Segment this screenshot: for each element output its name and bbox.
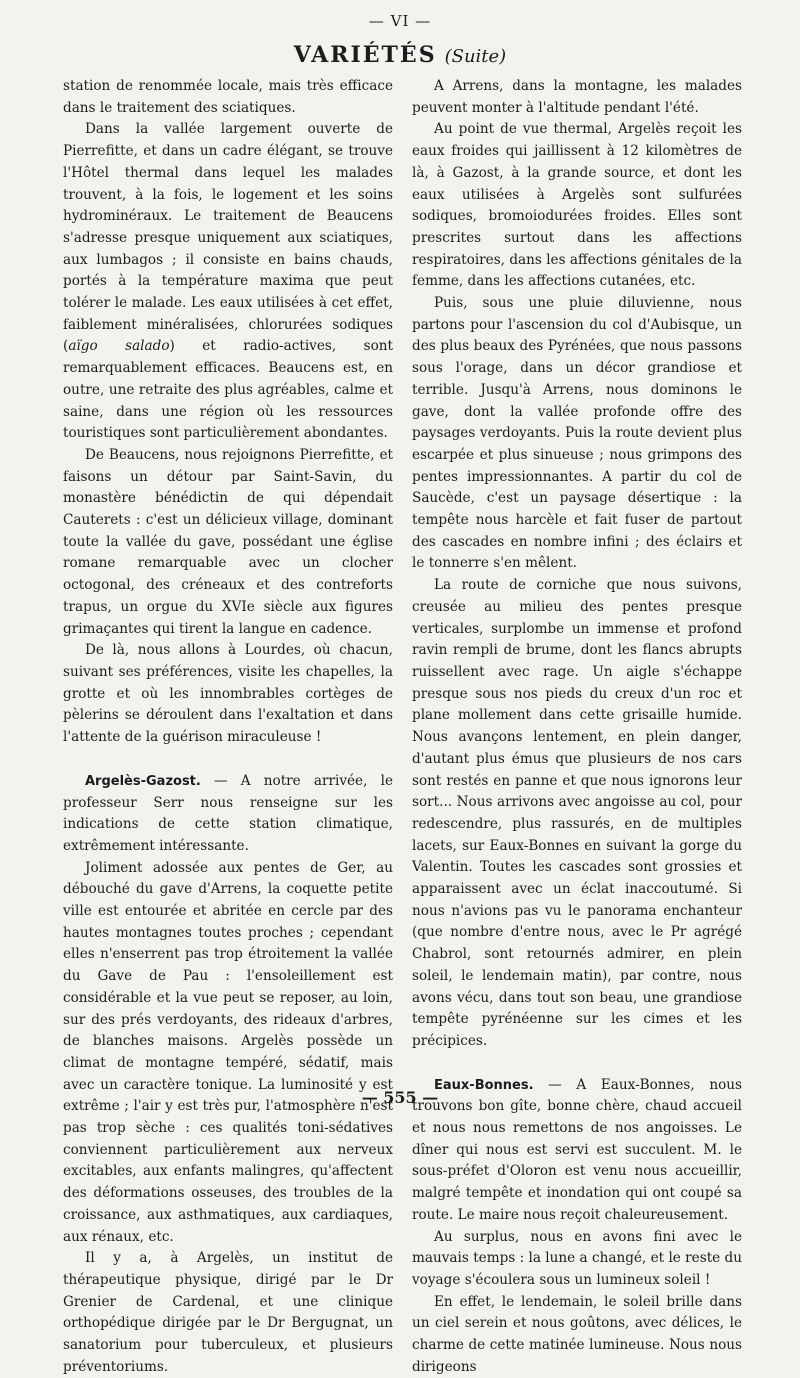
paragraph: La route de corniche que nous suivons, creusée au milieu des pentes presque verticales, surplombe un immense et profond ravin rempli de brume, dont les flancs abrupts ruissellent avec rage. Un aigle s'échappe presque sous nos pieds du creux d'un roc et plane mollement dans cette grisaille humide. Nous avançons lentement, en plein danger, d'autant plus émus que plusieurs de nos cars sont restés en panne et que nous ignorons leur sort... Nous arrivons avec angoisse au col, pour redescendre, plus rassurés, en de multiples lacets, sur Eaux-Bonnes en suivant la gorge du Valentin. Toutes les cascades sont grossies et apparaissent avec un éclat inaccoutumé. Si nous n'avions pas vu le panorama enchanteur (que nombre d'entre nous, avec le Pr agrégé Chabrol, sont retournés admirer, en plein soleil, le lendemain matin), par contre, nous avons vécu, dans tout son beau, une grandiose tempête pyrénéenne sur les cimes et les précipices. <box>412 577 742 1049</box>
page-number-roman: — VI — <box>368 12 432 30</box>
section-heading-eaux-bonnes: Eaux-Bonnes. <box>434 1077 534 1093</box>
section-title <box>0 42 800 68</box>
paragraph: De là, nous allons à Lourdes, où chacun, suivant ses préférences, visite les chapelles, la grotte et où les innombrables cortèges de pèlerins se déroulent dans l'exaltation et dans l'attente de la guérison miraculeuse ! <box>63 642 393 746</box>
paragraph <box>63 119 393 445</box>
paragraph: Au point de vue thermal, Argelès reçoit les eaux froides qui jaillissent à 12 kilomètres de là, à Gazost, à la grande source, et dont les eaux utilisées à Argelès sont sulfurées sodiques, bromoiodurées froides. Elles sont prescrites surtout dans les affections respiratoires, dans les affections génitales de la femme, dans les affections cutanées, etc. <box>412 121 742 290</box>
paragraph-text: — A Eaux-Bonnes, nous trouvons bon gîte, bonne chère, chaud accueil et nous nous remettons de nos angoisses. Le dîner qui nous est servi est succulent. M. le sous-préfet d'Oloron est venu nous accueillir, malgré tempête et inondation qui ont coupé sa route. Le maire nous reçoit chaleureusement. <box>412 1076 742 1223</box>
title-text: VARIÉTÉS <box>293 42 437 68</box>
paragraph: A Arrens, dans la montagne, les malades peuvent monter à l'altitude pendant l'été. <box>412 78 742 116</box>
section-heading-argeles: Argelès-Gazost. <box>85 773 201 789</box>
paragraph-text: ) et radio-actives, sont remarquablement efficaces. Beaucens est, en outre, une retraite des plus agréables, calme et saine, dans une région où les ressources touristiques sont particulièrement abondantes. <box>63 338 393 442</box>
paragraph-text: Dans la vallée largement ouverte de Pierrefitte, et dans un cadre élégant, se trouve l'Hôtel thermal dans lequel les malades trouvent, à la fois, le logement et les soins hydrominéraux. Le traitement de Beaucens s'adresse presque uniquement aux sciatiques, aux lumbagos ; il consiste en bains chauds, portés à la température maxima que peut tolérer le malade. Les eaux utilisées à cet effet, faiblement minéralisées, chlorurées sodiques ( <box>63 121 393 355</box>
paragraph: En effet, le lendemain, le soleil brille dans un ciel serein et nous goûtons, avec délices, le charme de cette matinée lumineuse. Nous nous dirigeons <box>412 1293 742 1375</box>
paragraph: Puis, sous une pluie diluvienne, nous partons pour l'ascension du col d'Aubisque, un des plus beaux des Pyrénées, que nous passons sous l'orage, dans un décor grandiose et terrible. Jusqu'à Arrens, nous dominons le gave, dont la vallée profonde offre des paysages verdoyants. Puis la route devient plus escarpée et plus sinueuse ; nous grimpons des pentes impressionnantes. A partir du col de Saucède, c'est un paysage désertique : la tempête nous harcèle et fait fuser de partout des cascades en nombre infini ; des éclairs et le tonnerre s'en mêlent. <box>412 295 742 572</box>
paragraph: Au surplus, nous en avons fini avec le mauvais temps : la lune a changé, et le reste du voyage s'écoulera sous un lumineux soleil ! <box>412 1228 742 1288</box>
paragraph: De Beaucens, nous rejoignons Pierrefitte, et faisons un détour par Saint-Savin, du monastère bénédictin de qui dépendait Cauterets : c'est un délicieux village, dominant toute la vallée du gave, possédant une église romane remarquable avec un clocher octogonal, des créneaux et des contreforts trapus, un orgue du XVIe siècle aux figures grimaçantes qui tirent la langue en cadence. <box>63 446 393 637</box>
italic-term: aïgo salado <box>68 338 170 355</box>
right-column <box>412 76 742 1378</box>
paragraph: station de renommée locale, mais très efficace dans le traitement des sciatiques. <box>63 78 393 116</box>
page-number: — 555 — <box>361 1088 439 1107</box>
paragraph <box>63 771 393 858</box>
title-suffix: (Suite) <box>444 46 507 67</box>
left-column <box>63 76 393 1378</box>
paragraph-text: — A notre arrivée, le professeur Serr nous renseigne sur les indications de cette station climatique, extrêmement intéressante. <box>63 772 393 854</box>
paragraph: Joliment adossée aux pentes de Ger, au débouché du gave d'Arrens, la coquette petite ville est entourée et abritée en cercle par des hautes montagnes toutes proches ; cependant elles n'enserrent pas trop étroitement la vallée du Gave de Pau : l'ensoleillement est considérable et la vue peut se reposer, au loin, sur des prés verdoyants, des rideaux d'arbres, de blanches maisons. Argelès possède un climat de montagne tempéré, sédatif, mais avec un caractère tonique. La luminosité y est extrême ; l'air y est très pur, l'atmosphère n'est pas trop sèche : ces qualités toni-sédatives conviennent particulièrement aux nerveux excitables, aux enfants malingres, qu'affectent des déformations osseuses, des troubles de la croissance, aux asthmatiques, aux cardiaques, aux rénaux, etc. <box>63 859 393 1245</box>
paragraph: Il y a, à Argelès, un institut de thérapeutique physique, dirigé par le Dr Grenier de Cardenal, et une clinique orthopédique dirigée par le Dr Bergugnat, un sanatorium pour tuberculeux, et plusieurs préventoriums. <box>63 1250 393 1375</box>
